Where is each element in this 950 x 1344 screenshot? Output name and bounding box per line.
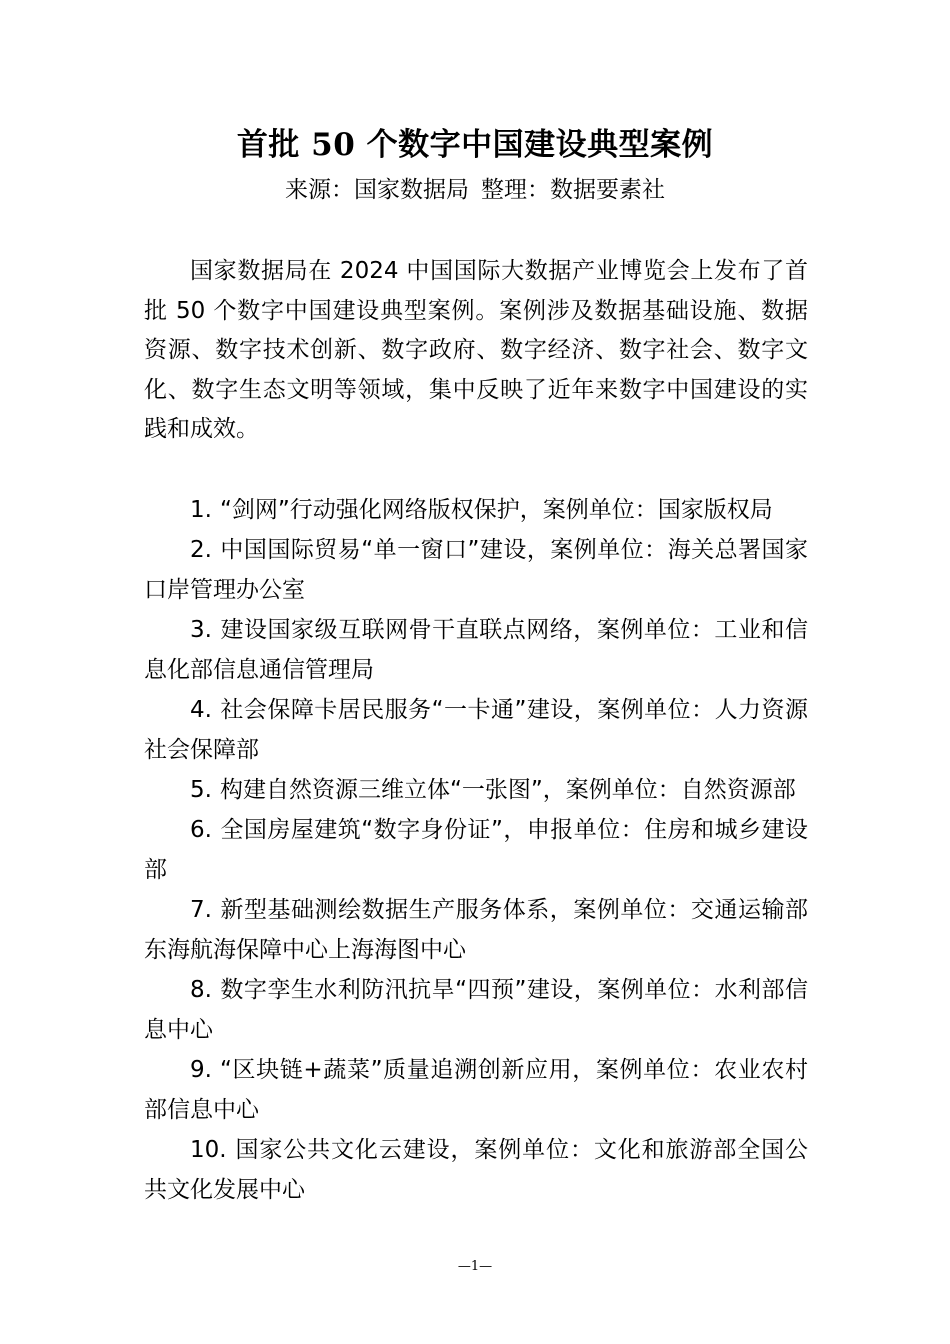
case-item — [144, 770, 808, 810]
case-text: “区块链+蔬菜”质量追溯创新应用，案例单位：农业农村部信息中心 — [144, 1057, 808, 1123]
editor-label: 整理：数据要素社 — [481, 177, 665, 203]
case-item — [144, 890, 808, 970]
case-text: 国家公共文化云建设，案例单位：文化和旅游部全国公共文化发展中心 — [144, 1137, 808, 1203]
case-text: 社会保障卡居民服务“一卡通”建设，案例单位：人力资源社会保障部 — [144, 697, 808, 763]
case-text: “剑网”行动强化网络版权保护，案例单位：国家版权局 — [219, 497, 773, 523]
case-text: 建设国家级互联网骨干直联点网络，案例单位：工业和信息化部信息通信管理局 — [144, 617, 808, 683]
case-item — [144, 690, 808, 770]
case-number: 1. — [190, 497, 212, 523]
case-text: 新型基础测绘数据生产服务体系，案例单位：交通运输部东海航海保障中心上海海图中心 — [144, 897, 808, 963]
case-item — [144, 490, 808, 530]
case-number: 10. — [190, 1137, 227, 1163]
case-text: 构建自然资源三维立体“一张图”，案例单位：自然资源部 — [219, 777, 796, 803]
page-number: —1— — [457, 1259, 493, 1274]
case-number: 8. — [190, 977, 212, 1003]
case-list — [144, 490, 808, 1210]
source-label: 来源：国家数据局 — [285, 177, 469, 203]
case-item — [144, 530, 808, 610]
case-item — [144, 1130, 808, 1210]
case-item — [144, 610, 808, 690]
intro-paragraph: 国家数据局在 2024 中国国际大数据产业博览会上发布了首批 50 个数字中国建设典型案例。案例涉及数据基础设施、数据资源、数字技术创新、数字政府、数字经济、数字社会、数字文化、数字生态文明等领域，集中反映了近年来数字中国建设的实践和成效。 — [144, 258, 808, 442]
case-number: 2. — [190, 537, 212, 563]
case-number: 6. — [190, 817, 212, 843]
source-line — [0, 172, 950, 208]
case-text: 中国国际贸易“单一窗口”建设，案例单位：海关总署国家口岸管理办公室 — [144, 537, 808, 603]
document-title: 首批 50 个数字中国建设典型案例 — [236, 127, 714, 163]
case-text: 全国房屋建筑“数字身份证”，申报单位：住房和城乡建设部 — [144, 817, 808, 883]
case-number: 4. — [190, 697, 212, 723]
case-text: 数字孪生水利防汛抗旱“四预”建设，案例单位：水利部信息中心 — [144, 977, 808, 1043]
case-number: 3. — [190, 617, 212, 643]
case-item — [144, 970, 808, 1050]
case-number: 7. — [190, 897, 212, 923]
case-number: 5. — [190, 777, 212, 803]
case-item — [144, 810, 808, 890]
case-number: 9. — [190, 1057, 212, 1083]
case-item — [144, 1050, 808, 1130]
